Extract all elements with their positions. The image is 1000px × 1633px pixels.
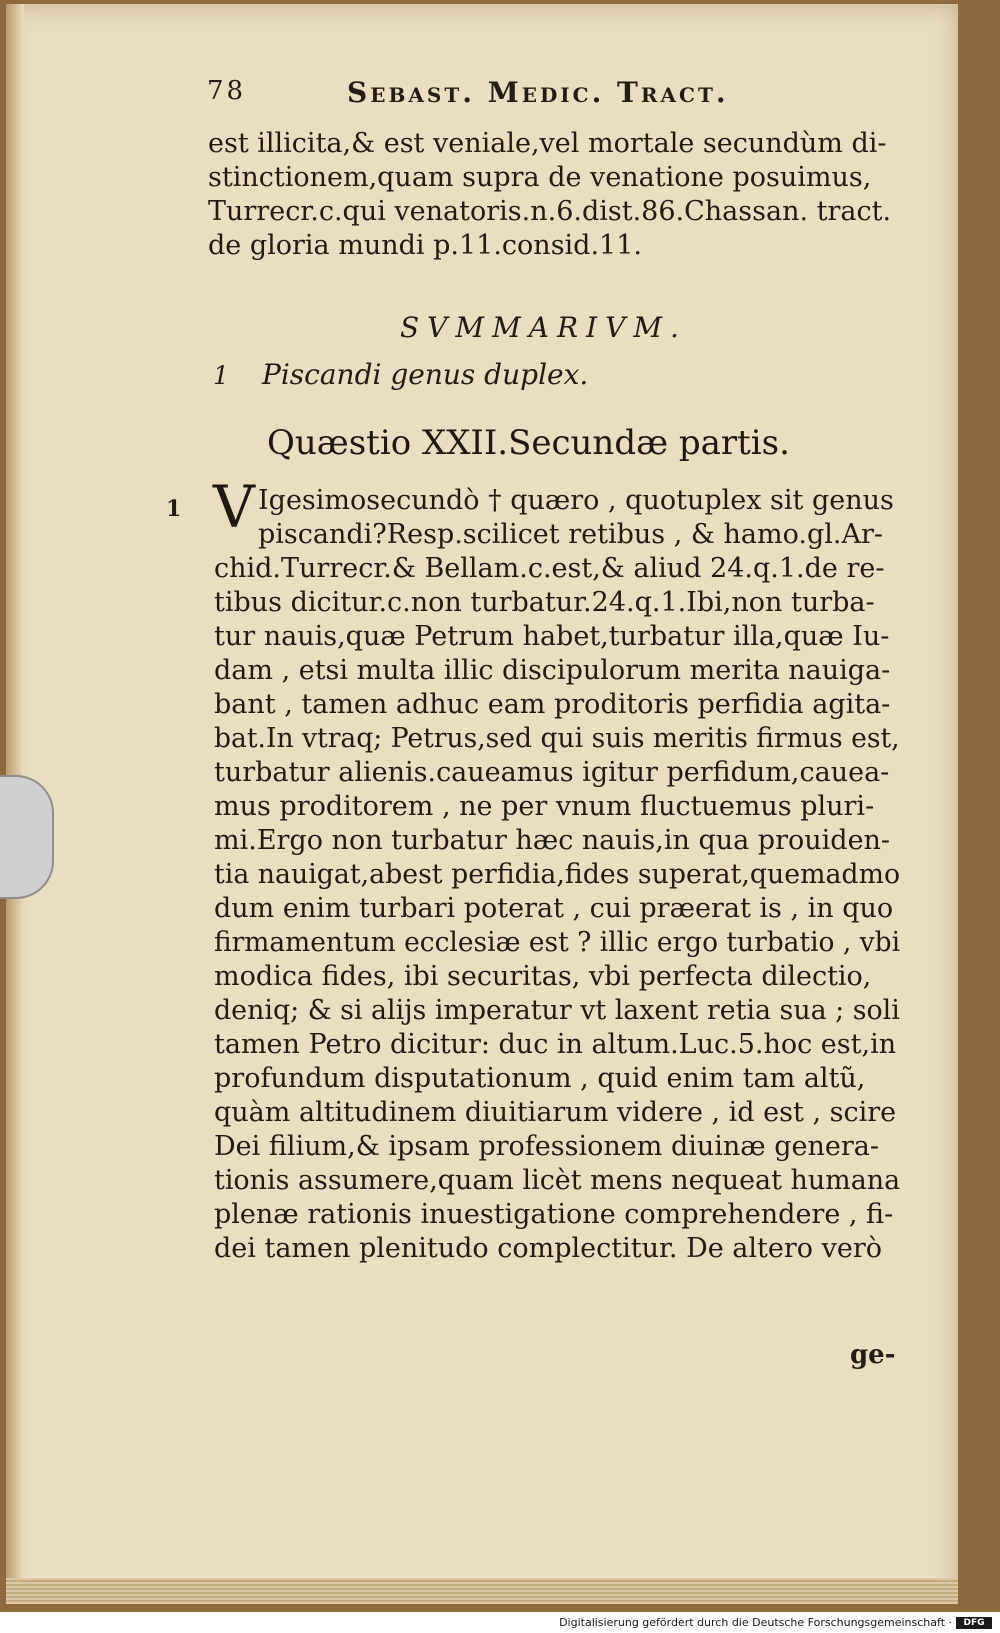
body-line: dei tamen plenitudo complectitur. De altero verò: [214, 1233, 882, 1264]
page-number: 78: [207, 76, 247, 106]
body-line: quàm altitudinem diuitiarum videre , id est , scire: [214, 1097, 897, 1128]
dfg-logo-icon: DFG: [956, 1617, 992, 1629]
summary-item-number: 1: [213, 361, 229, 390]
body-line: piscandi?Resp.scilicet retibus , & hamo.gl.Ar-: [258, 519, 883, 550]
bookmark-clip: [0, 775, 54, 899]
body-line: Igesimosecundò † quæro , quotuplex sit genus: [258, 485, 894, 516]
body-line: bant , tamen adhuc eam proditoris perfidia agita-: [214, 689, 891, 720]
body-line: Dei filium,& ipsam professionem diuinæ genera-: [214, 1131, 879, 1162]
body-line: tia nauigat,abest perfidia,fides superat,quemadmo: [214, 859, 901, 890]
body-line: dum enim turbari poterat , cui præerat is , in quo: [214, 893, 894, 924]
intro-line: stinctionem,quam supra de venatione posuimus,: [208, 162, 872, 193]
margin-number: 1: [166, 496, 182, 522]
credit-text: Digitalisierung gefördert durch die Deutsche Forschungsgemeinschaft ·: [559, 1616, 952, 1629]
body-line: chid.Turrecr.& Bellam.c.est,& aliud 24.q.1.de re-: [214, 553, 885, 584]
body-line: modica fides, ibi securitas, vbi perfecta dilectio,: [214, 961, 872, 992]
body-line: mus proditorem , ne per vnum fluctuemus pluri-: [214, 791, 875, 822]
running-header: [207, 76, 827, 116]
body-line: mi.Ergo non turbatur hæc nauis,in qua prouiden-: [214, 825, 891, 856]
body-line: tamen Petro dicitur: duc in altum.Luc.5.hoc est,in: [214, 1029, 897, 1060]
body-line: plenæ rationis inuestigatione comprehendere , fi-: [214, 1199, 894, 1230]
body-line: bat.In vtraq; Petrus,sed qui suis meritis firmus est,: [214, 723, 900, 754]
digitization-credit: [0, 1614, 1000, 1633]
summary-title: SVMMARIVM.: [400, 311, 687, 344]
body-line: dam , etsi multa illic discipulorum merita nauiga-: [214, 655, 891, 686]
body-line: firmamentum ecclesiæ est ? illic ergo turbatio , vbi: [214, 927, 901, 958]
body-line: turbatur alienis.caueamus igitur perfidum,cauea-: [214, 757, 890, 788]
intro-line: Turrecr.c.qui venatoris.n.6.dist.86.Chassan. tract.: [208, 196, 892, 227]
intro-line: de gloria mundi p.11.consid.11.: [208, 230, 642, 261]
question-heading: Quæstio XXII.Secundæ partis.: [267, 423, 790, 463]
summary-item: Piscandi genus duplex.: [262, 358, 589, 391]
drop-cap: V: [213, 473, 255, 541]
running-title: Sebast. Medic. Tract.: [347, 76, 729, 109]
body-line: tibus dicitur.c.non turbatur.24.q.1.Ibi,non turba-: [214, 587, 875, 618]
catchword: ge-: [850, 1340, 896, 1370]
intro-line: est illicita,& est veniale,vel mortale secundùm di-: [208, 128, 887, 159]
page-edges: [6, 1578, 958, 1604]
body-line: deniq; & si alijs imperatur vt laxent retia sua ; soli: [214, 995, 900, 1026]
body-line: tionis assumere,quam licèt mens nequeat humana: [214, 1165, 901, 1196]
body-line: profundum disputationum , quid enim tam altũ,: [214, 1063, 866, 1094]
body-line: tur nauis,quæ Petrum habet,turbatur illa,quæ Iu-: [214, 621, 890, 652]
